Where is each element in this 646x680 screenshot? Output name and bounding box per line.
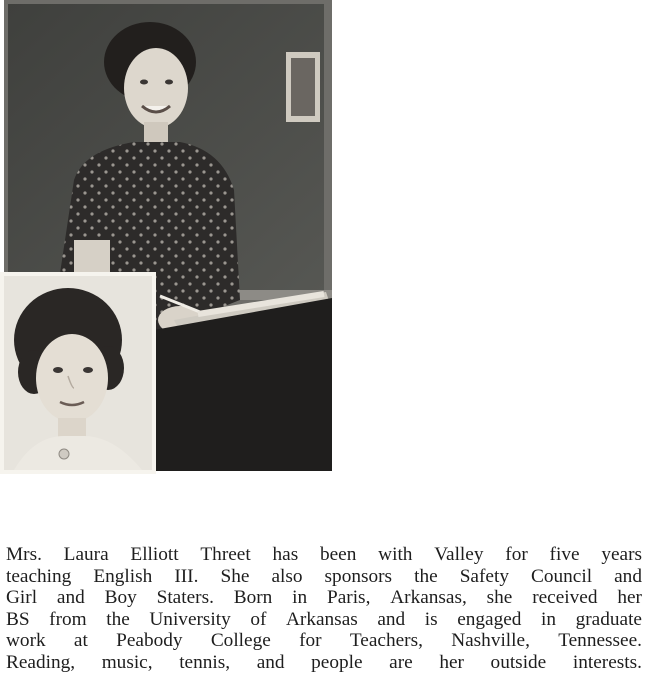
caption-word: for bbox=[299, 630, 322, 651]
caption-line-5 bbox=[6, 630, 642, 652]
caption-word: her bbox=[617, 587, 642, 608]
caption-word: received bbox=[532, 587, 598, 608]
caption-word: years bbox=[601, 544, 642, 565]
caption-word: music, bbox=[101, 651, 153, 673]
caption-word: Laura bbox=[63, 544, 109, 565]
caption-word: Girl bbox=[6, 587, 38, 608]
caption-word: Valley bbox=[434, 544, 484, 565]
caption-word: Mrs. bbox=[6, 544, 42, 565]
caption-word: people bbox=[311, 651, 363, 673]
caption-word: Born bbox=[233, 587, 273, 608]
teacher-portrait-illustration bbox=[4, 276, 152, 470]
biography-caption bbox=[6, 544, 642, 673]
caption-word: Elliott bbox=[130, 544, 179, 565]
caption-word: at bbox=[73, 630, 88, 651]
caption-word: also bbox=[271, 565, 303, 587]
caption-word: and bbox=[614, 565, 642, 587]
caption-word: Staters. bbox=[156, 587, 214, 608]
caption-word: Council bbox=[531, 565, 593, 587]
caption-line-6 bbox=[6, 652, 642, 674]
caption-word: from bbox=[49, 608, 87, 630]
caption-line-2 bbox=[6, 566, 642, 588]
caption-word: Arkansas bbox=[286, 608, 358, 630]
caption-word: interests. bbox=[572, 651, 642, 673]
caption-word: Arkansas, bbox=[390, 587, 467, 608]
caption-word: College bbox=[210, 630, 271, 651]
caption-word: Peabody bbox=[116, 630, 183, 651]
caption-word: Teachers, bbox=[349, 630, 423, 651]
caption-line-1 bbox=[6, 544, 642, 566]
caption-word: tennis, bbox=[179, 651, 231, 673]
caption-word: Nashville, bbox=[451, 630, 530, 651]
caption-word: she bbox=[486, 587, 513, 608]
teacher-portrait-photo bbox=[0, 272, 156, 474]
caption-word: She bbox=[220, 565, 250, 587]
caption-word: for bbox=[505, 544, 528, 565]
caption-line-3 bbox=[6, 587, 642, 609]
caption-word: is bbox=[424, 608, 438, 630]
caption-word: University bbox=[149, 608, 231, 630]
caption-word: and bbox=[56, 587, 85, 608]
caption-word: engaged bbox=[457, 608, 522, 630]
caption-word: BS bbox=[6, 608, 30, 630]
caption-word: English bbox=[93, 565, 153, 587]
caption-word: and bbox=[256, 651, 285, 673]
caption-word: five bbox=[549, 544, 580, 565]
caption-word: graduate bbox=[575, 608, 642, 630]
caption-word: work bbox=[6, 630, 46, 651]
caption-word: teaching bbox=[6, 565, 72, 587]
caption-word: of bbox=[250, 608, 267, 630]
caption-word: Safety bbox=[459, 565, 509, 587]
caption-word: in bbox=[292, 587, 308, 608]
caption-line-4 bbox=[6, 609, 642, 631]
caption-word: III. bbox=[174, 565, 199, 587]
caption-word: Threet bbox=[200, 544, 251, 565]
caption-word: has bbox=[272, 544, 299, 565]
caption-word: Paris, bbox=[327, 587, 371, 608]
caption-word: Tennessee. bbox=[558, 630, 642, 651]
caption-word: outside bbox=[490, 651, 547, 673]
caption-word: the bbox=[414, 565, 438, 587]
caption-word: the bbox=[106, 608, 130, 630]
caption-word: are bbox=[389, 651, 413, 673]
caption-word: with bbox=[378, 544, 413, 565]
caption-word: sponsors bbox=[324, 565, 393, 587]
caption-word: her bbox=[439, 651, 464, 673]
caption-word: been bbox=[319, 544, 357, 565]
caption-word: Reading, bbox=[6, 651, 76, 673]
caption-word: and bbox=[377, 608, 406, 630]
caption-word: Boy bbox=[104, 587, 137, 608]
caption-word: in bbox=[541, 608, 557, 630]
